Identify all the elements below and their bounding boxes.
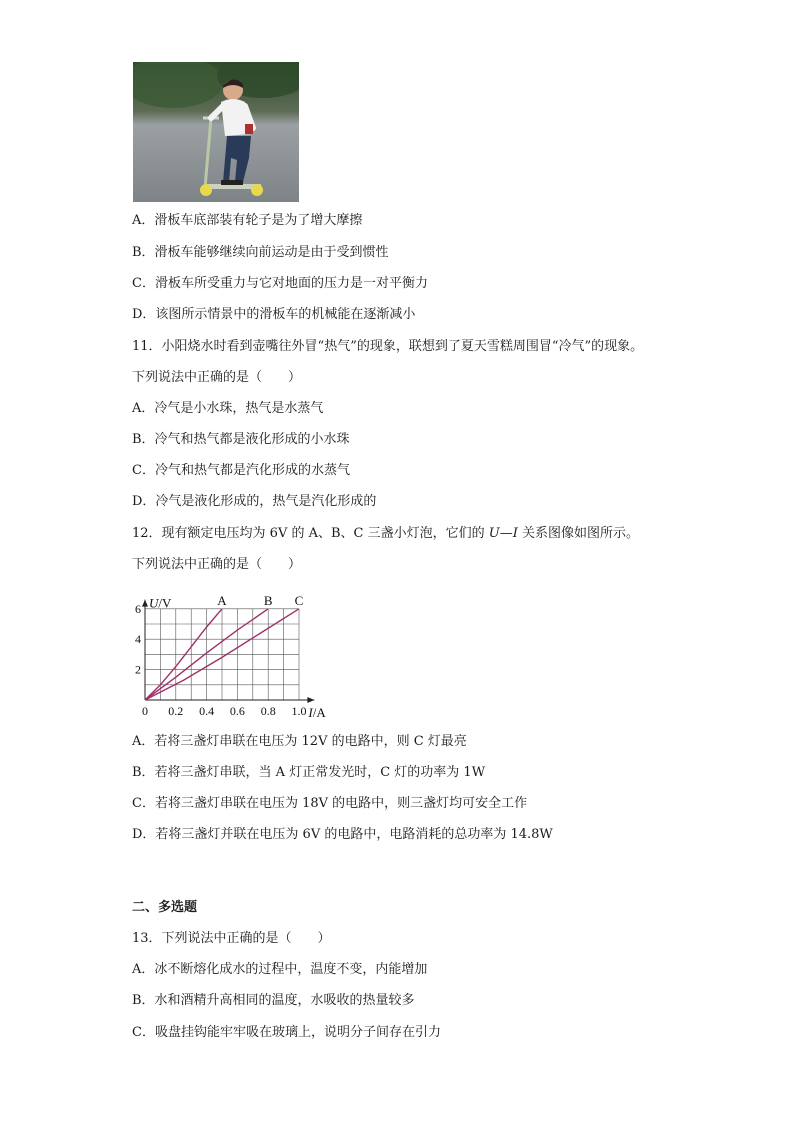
q13-option-c: C．吸盘挂钩能牢牢吸在玻璃上，说明分子间存在引力 [132, 1025, 441, 1040]
q12-option-c: C．若将三盏灯串联在电压为 18V 的电路中，则三盏灯均可安全工作 [132, 796, 528, 811]
q11-stem-line1: 11．小阳烧水时看到壶嘴往外冒“热气”的现象，联想到了夏天雪糕周围冒“冷气”的现象。 [132, 339, 644, 354]
q13-option-b: B．水和酒精升高相同的温度，水吸收的热量较多 [132, 993, 415, 1008]
x-tick-label: 0.2 [168, 704, 184, 718]
x-axis-arrow [307, 697, 314, 703]
q12-stem-part2: 关系图像如图所示。 [517, 526, 640, 541]
curve-label-c: C [294, 592, 304, 608]
ui-graph-svg [128, 583, 348, 723]
q10-option-b: B．滑板车能够继续向前运动是由于受到惯性 [132, 245, 389, 260]
q13-stem: 13．下列说法中正确的是（ ） [132, 931, 331, 946]
y-tick-label: 4 [135, 632, 141, 647]
child-on-scooter-illustration [133, 62, 299, 202]
scooter-photo [133, 62, 299, 202]
x-tick-label: 0 [142, 704, 148, 718]
q12-stem-dash: — [499, 526, 513, 541]
y-tick-label: 6 [135, 601, 141, 616]
q10-option-c: C．滑板车所受重力与它对地面的压力是一对平衡力 [132, 276, 428, 291]
x-tick-label: 0.6 [229, 704, 245, 718]
curve-label-b: B [263, 592, 273, 608]
q11-option-a: A．冷气是小水珠，热气是水蒸气 [132, 401, 324, 416]
q11-option-d: D．冷气是液化形成的，热气是汽化形成的 [132, 494, 377, 509]
y-axis-arrow [142, 600, 148, 607]
ui-graph [128, 583, 348, 727]
q11-option-c: C．冷气和热气都是汽化形成的水蒸气 [132, 463, 350, 478]
q12-option-b: B．若将三盏灯串联，当 A 灯正常发光时，C 灯的功率为 1W [132, 765, 486, 780]
q10-option-d: D．该图所示情景中的滑板车的机械能在逐渐减小 [132, 307, 416, 322]
q12-option-a: A．若将三盏灯串联在电压为 12V 的电路中，则 C 灯最亮 [132, 734, 467, 749]
x-tick-label: 0.4 [199, 704, 215, 718]
q13-option-a: A．冰不断熔化成水的过程中，温度不变，内能增加 [132, 962, 428, 977]
q12-stem-line1 [132, 525, 639, 543]
x-axis-label: I/A [308, 705, 326, 720]
curve-label-a: A [217, 592, 227, 608]
q11-option-b: B．冷气和热气都是液化形成的小水珠 [132, 432, 350, 447]
q12-stem-i: I [512, 526, 518, 541]
y-axis-label: U/V [149, 595, 172, 611]
q10-option-a: A．滑板车底部装有轮子是为了增大摩擦 [132, 213, 363, 228]
q12-stem-u: U [488, 526, 500, 541]
section-title-multiple-choice: 二、多选题 [132, 900, 198, 915]
q12-stem-part1: 12．现有额定电压均为 6V 的 A、B、C 三盏小灯泡，它们的 [132, 526, 489, 541]
x-tick-label: 1.0 [291, 704, 307, 718]
q12-stem-line2: 下列说法中正确的是（ ） [132, 557, 302, 572]
q11-stem-line2: 下列说法中正确的是（ ） [132, 370, 302, 385]
q12-option-d: D．若将三盏灯并联在电压为 6V 的电路中，电路消耗的总功率为 14.8W [132, 827, 553, 842]
x-tick-label: 0.8 [260, 704, 276, 718]
y-tick-label: 2 [135, 662, 141, 677]
